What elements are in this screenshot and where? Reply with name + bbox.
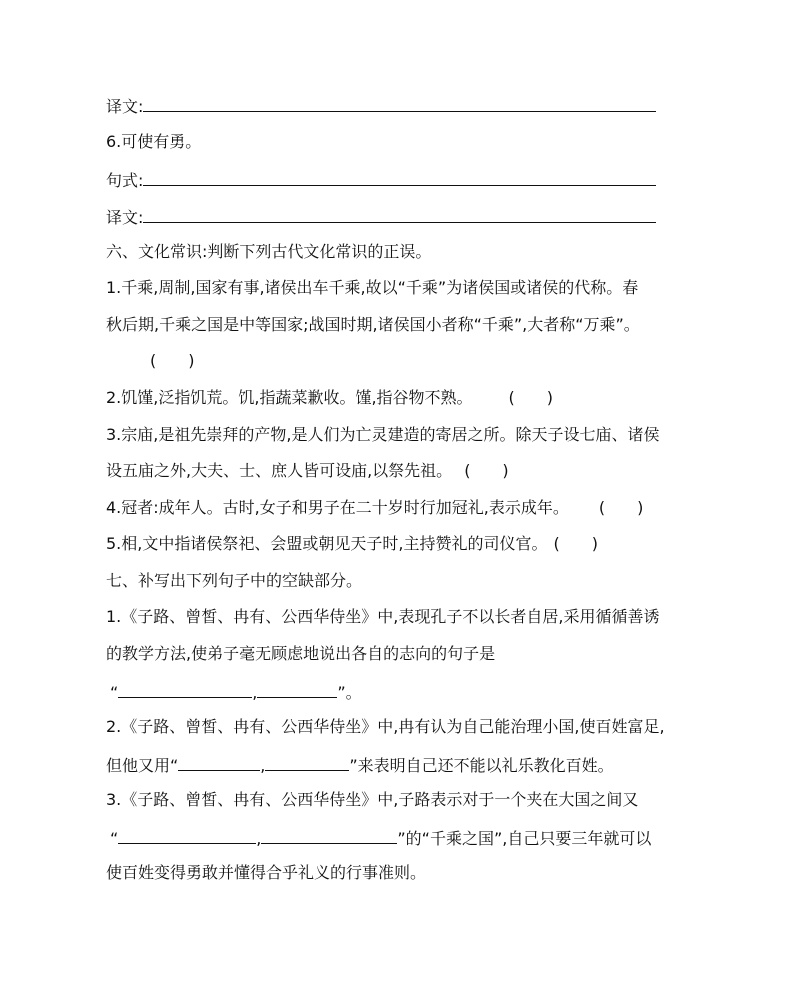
s7-q1-line-2: 的教学方法,使弟子毫无顾虑地说出各自的志向的句子是	[106, 644, 496, 663]
item-3-line-1: 3.宗庙,是祖先崇拜的产物,是人们为亡灵建造的寄居之所。除天子设七庙、诸侯	[106, 425, 660, 444]
open-quote: “	[110, 683, 119, 702]
s7-q3-line-2	[110, 826, 651, 850]
syntax-answer-blank[interactable]	[143, 168, 656, 186]
s7-q1-blank-1[interactable]	[118, 680, 252, 698]
translation-row-1	[106, 94, 656, 118]
s7-q2-prefix: 但他又用“	[106, 756, 179, 775]
comma: ,	[252, 683, 258, 702]
item-4-answer-paren[interactable]: ( )	[598, 498, 644, 517]
comma: ,	[256, 829, 262, 848]
s7-q1-blank-2[interactable]	[257, 680, 337, 698]
translation-row-2	[106, 205, 656, 229]
open-quote: “	[110, 829, 119, 848]
translation-label: 译文:	[106, 97, 144, 116]
syntax-label: 句式:	[106, 171, 144, 190]
item-1-line-2: 秋后期,千乘之国是中等国家;战国时期,诸侯国小者称“千乘”,大者称“万乘”。	[106, 315, 640, 334]
s7-q2-line-1: 2.《子路、曾皙、冉有、公西华侍坐》中,冉有认为自己能治理小国,使百姓富足,	[106, 717, 665, 736]
s7-q1-line-1: 1.《子路、曾皙、冉有、公西华侍坐》中,表现孔子不以长者自居,采用循循善诱	[106, 607, 660, 626]
s7-q2-blank-1[interactable]	[178, 753, 260, 771]
item-2-text: 2.饥馑,泛指饥荒。饥,指蔬菜歉收。馑,指谷物不熟。	[106, 388, 473, 407]
close-quote-period: ”。	[337, 683, 362, 702]
question-6: 6.可使有勇。	[106, 132, 202, 151]
translation-answer-blank[interactable]	[143, 94, 656, 112]
s7-q3-line-1: 3.《子路、曾皙、冉有、公西华侍坐》中,子路表示对于一个夹在大国之间又	[106, 790, 639, 809]
s7-q3-blank-1[interactable]	[118, 826, 256, 844]
item-4	[106, 497, 643, 519]
item-5-answer-paren[interactable]: ( )	[553, 534, 598, 553]
item-2-answer-paren[interactable]: ( )	[508, 388, 554, 407]
section-6-title: 六、文化常识:判断下列古代文化常识的正误。	[106, 242, 432, 261]
s7-q3-suffix: ”的“千乘之国”,自己只要三年就可以	[397, 829, 652, 848]
comma: ,	[260, 756, 266, 775]
item-1-answer-paren[interactable]: ( )	[150, 351, 195, 370]
s7-q2-blank-2[interactable]	[265, 753, 349, 771]
translation-label: 译文:	[106, 208, 144, 227]
item-3-answer-paren[interactable]: ( )	[464, 461, 509, 480]
s7-q2-suffix: ”来表明自己还不能以礼乐教化百姓。	[349, 756, 614, 775]
item-3-line-2	[106, 460, 509, 482]
item-2	[106, 387, 553, 409]
item-5	[106, 533, 598, 555]
s7-q2-line-2	[106, 753, 614, 777]
item-1-line-1: 1.千乘,周制,国家有事,诸侯出车千乘,故以“千乘”为诸侯国或诸侯的代称。春	[106, 278, 639, 297]
s7-q3-line-3: 使百姓变得勇敢并懂得合乎礼义的行事准则。	[106, 863, 427, 882]
item-5-text: 5.相,文中指诸侯祭祀、会盟或朝见天子时,主持赞礼的司仪官。	[106, 534, 548, 553]
item-3-text: 设五庙之外,大夫、士、庶人皆可设庙,以祭先祖。	[106, 461, 453, 480]
item-4-text: 4.冠者:成年人。古时,女子和男子在二十岁时行加冠礼,表示成年。	[106, 498, 569, 517]
syntax-row	[106, 168, 656, 192]
s7-q3-blank-2[interactable]	[261, 826, 397, 844]
translation-answer-blank[interactable]	[143, 205, 656, 223]
section-7-title: 七、补写出下列句子中的空缺部分。	[106, 571, 363, 590]
s7-q1-blank-row	[110, 680, 362, 704]
